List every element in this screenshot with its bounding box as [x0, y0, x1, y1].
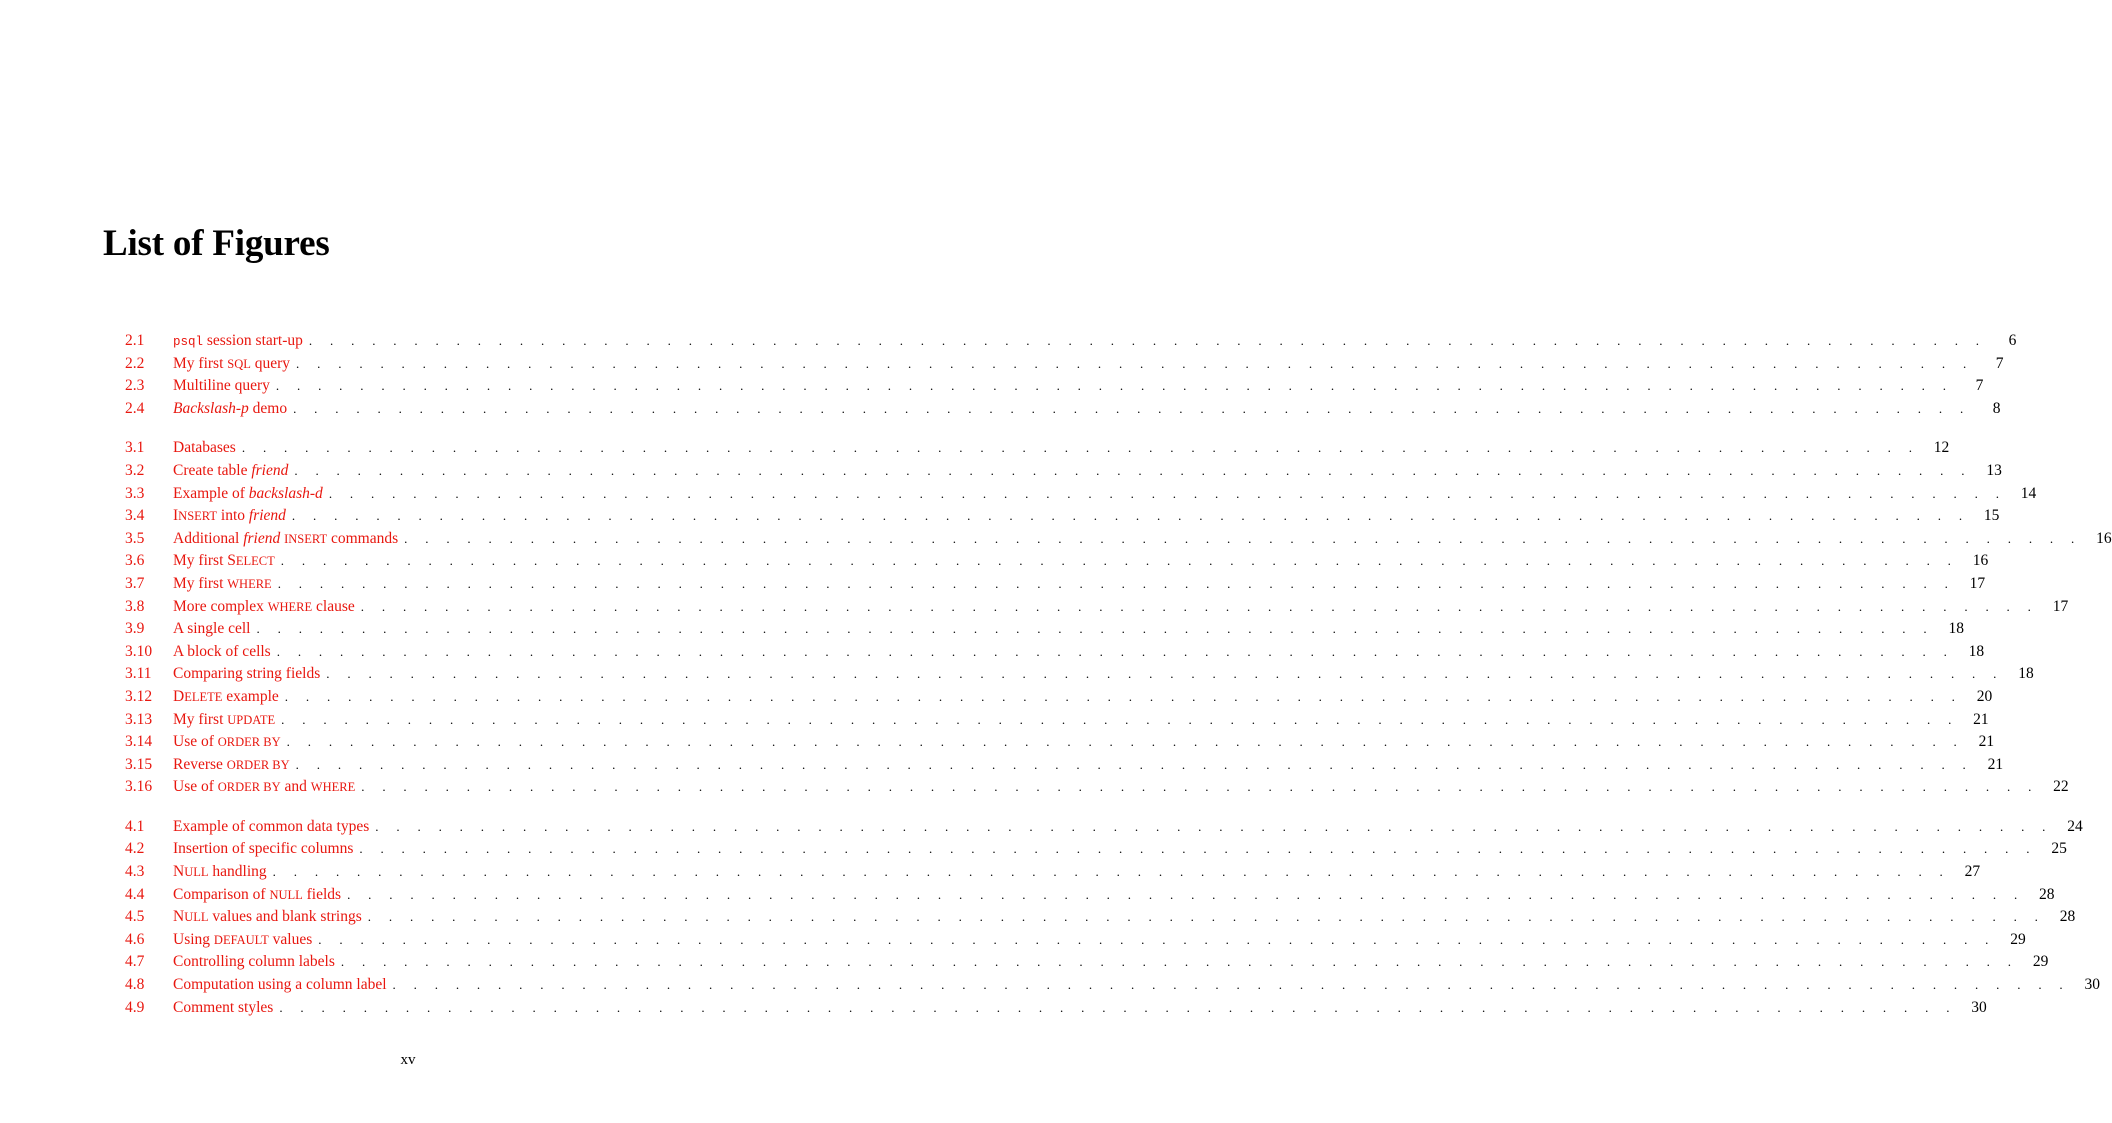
- figure-entry[interactable]: [125, 641, 1985, 664]
- figure-entry[interactable]: [125, 375, 1984, 398]
- dot-leader: . . . . . . . . . . . . . . . . . . . . . . . . . . . . . . . . . . . . . . . . . . . . . . . . . . . . . . . . . . . . . . . . . . . . . . . . . . . . . . . .: [279, 999, 1957, 1015]
- dot-leader: . . . . . . . . . . . . . . . . . . . . . . . . . . . . . . . . . . . . . . . . . . . . . . . . . . . . . . . . . . . . . . . . . . . . . . . . . . . . . . . .: [272, 864, 1951, 880]
- dot-leader: . . . . . . . . . . . . . . . . . . . . . . . . . . . . . . . . . . . . . . . . . . . . . . . . . . . . . . . . . . . . . . . . . . . . . . . . . . . . . . . .: [326, 666, 2004, 682]
- figure-title-segment: Databases: [173, 439, 236, 457]
- figure-title-segment: N: [173, 863, 185, 881]
- figure-entry[interactable]: [125, 550, 1989, 573]
- figure-title-segment: A block of cells: [173, 642, 271, 660]
- figure-number[interactable]: 3.6: [125, 552, 145, 570]
- figure-title-link[interactable]: [173, 838, 359, 861]
- figure-number[interactable]: 3.8: [125, 597, 145, 615]
- figure-number[interactable]: 3.10: [125, 642, 153, 660]
- figure-title-link[interactable]: [173, 505, 292, 528]
- figure-page-number: 25: [2051, 840, 2067, 858]
- figure-number[interactable]: 4.9: [125, 998, 145, 1016]
- figure-number[interactable]: 4.1: [125, 817, 145, 835]
- figure-entry[interactable]: [125, 505, 2000, 528]
- figure-page-number: 30: [2084, 976, 2100, 994]
- figure-title-segment: NSERT: [178, 509, 218, 524]
- figure-title-link[interactable]: [173, 974, 393, 997]
- figure-number[interactable]: 4.2: [125, 840, 145, 858]
- figure-title-segment: values and blank strings: [208, 908, 362, 926]
- dot-leader: . . . . . . . . . . . . . . . . . . . . . . . . . . . . . . . . . . . . . . . . . . . . . . . . . . . . . . . . . . . . . . . . . . . . . . . . . . . . . . . .: [392, 977, 2070, 993]
- figure-entry[interactable]: [125, 528, 2112, 551]
- figure-entry[interactable]: [125, 816, 2083, 839]
- figure-page-number: 18: [2018, 665, 2034, 683]
- figure-title-link[interactable]: [173, 641, 277, 664]
- figure-group: [125, 437, 2112, 799]
- figure-entry[interactable]: [125, 596, 2069, 619]
- figure-title-segment: friend: [248, 507, 286, 525]
- figure-number[interactable]: 4.3: [125, 863, 145, 881]
- page-title: List of Figures: [103, 223, 330, 264]
- figure-entry[interactable]: [125, 776, 2069, 799]
- dot-leader: . . . . . . . . . . . . . . . . . . . . . . . . . . . . . . . . . . . . . . . . . . . . . . . . . . . . . . . . . . . . . . . . . . . . . . . . . . . . . . . .: [328, 485, 2007, 501]
- figure-entry[interactable]: [125, 686, 1993, 709]
- dot-leader: . . . . . . . . . . . . . . . . . . . . . . . . . . . . . . . . . . . . . . . . . . . . . . . . . . . . . . . . . . . . . . . . . . . . . . . . . . . . . . . .: [291, 508, 1970, 524]
- figure-title-segment: WHERE: [310, 780, 356, 795]
- figure-title-segment: friend: [251, 461, 289, 479]
- page-number: xv: [400, 1052, 416, 1068]
- figure-title-segment: fields: [302, 885, 342, 903]
- figure-title-segment: Comparing string fields: [173, 665, 321, 683]
- figure-entry[interactable]: [125, 861, 1981, 884]
- figure-page-number: 21: [1987, 755, 2004, 773]
- figure-title-segment: SQL: [227, 356, 251, 371]
- figure-title-link[interactable]: [173, 596, 361, 619]
- figure-page-number: 7: [1975, 377, 1984, 395]
- figure-number[interactable]: 4.4: [125, 885, 145, 903]
- figure-title-segment: UPDATE: [227, 712, 276, 727]
- figure-title-segment: and: [280, 778, 311, 796]
- figure-page-number: 17: [2052, 597, 2069, 615]
- figure-title-segment: Backslash-p: [173, 399, 249, 417]
- figure-number[interactable]: 4.5: [125, 908, 145, 926]
- figure-entry[interactable]: [125, 330, 2017, 353]
- figure-number[interactable]: 2.3: [125, 377, 145, 395]
- figure-title-segment: Multiline query: [173, 377, 270, 395]
- figure-entry[interactable]: [125, 573, 1986, 596]
- figure-title-segment: Comment styles: [173, 998, 274, 1016]
- figure-title-link[interactable]: [173, 398, 293, 421]
- figure-number[interactable]: 3.3: [125, 484, 145, 502]
- figure-page-number: 22: [2053, 778, 2069, 796]
- figure-title-link[interactable]: [173, 375, 276, 398]
- figure-title-link[interactable]: [173, 731, 287, 754]
- figure-title-link[interactable]: [173, 618, 257, 641]
- figure-page-number: 21: [1978, 733, 1995, 751]
- figure-title-segment: session start-up: [203, 332, 303, 349]
- figure-page-number: 21: [1973, 710, 1989, 728]
- figure-title-segment: Reverse: [173, 755, 227, 773]
- figure-number[interactable]: 3.14: [125, 733, 153, 751]
- figure-title-link[interactable]: [173, 861, 273, 884]
- figure-title-segment: More complex: [173, 597, 268, 615]
- dot-leader: . . . . . . . . . . . . . . . . . . . . . . . . . . . . . . . . . . . . . . . . . . . . . . . . . . . . . . . . . . . . . . . . . . . . . . . . . . . . . . . .: [275, 378, 1954, 394]
- figure-page-number: 16: [1972, 552, 1989, 570]
- figure-title-segment: Use of: [173, 733, 218, 751]
- figure-entry[interactable]: [125, 437, 1950, 460]
- figure-page-number: 17: [1969, 574, 1986, 592]
- figure-number[interactable]: 2.1: [125, 332, 145, 349]
- figure-title-segment: N: [173, 908, 185, 926]
- dot-leader: . . . . . . . . . . . . . . . . . . . . . . . . . . . . . . . . . . . . . . . . . . . . . . . . . . . . . . . . . . . . . . . . . . . . . . . . . . . . . . . .: [359, 841, 2037, 857]
- figure-title-segment: ULL: [184, 865, 209, 880]
- dot-leader: . . . . . . . . . . . . . . . . . . . . . . . . . . . . . . . . . . . . . . . . . . . . . . . . . . . . . . . . . . . . . . . . . . . . . . . . . . . . . . . .: [256, 621, 1934, 637]
- figure-page-number: 20: [1976, 687, 1993, 705]
- figure-title-segment: Use of: [173, 778, 218, 796]
- figure-title-link[interactable]: [173, 353, 296, 376]
- figure-title-segment: backslash-d: [248, 484, 323, 502]
- figure-entry[interactable]: [125, 618, 1964, 641]
- figure-number[interactable]: 3.7: [125, 574, 145, 592]
- dot-leader: . . . . . . . . . . . . . . . . . . . . . . . . . . . . . . . . . . . . . . . . . . . . . . . . . . . . . . . . . . . . . . . . . . . . . . . . . . . . . . . .: [286, 734, 1965, 750]
- figure-entry[interactable]: [125, 884, 2055, 907]
- figure-page-number: 16: [2096, 529, 2112, 547]
- figure-title-segment: ORDER BY: [226, 757, 290, 772]
- figure-page-number: 12: [1933, 439, 1950, 457]
- figure-title-segment: NULL: [269, 887, 303, 902]
- figure-number[interactable]: 3.15: [125, 755, 153, 773]
- figure-title-segment: Using: [173, 930, 214, 948]
- figure-title-segment: query: [250, 354, 291, 372]
- figure-title-link[interactable]: [173, 460, 294, 483]
- dot-leader: . . . . . . . . . . . . . . . . . . . . . . . . . . . . . . . . . . . . . . . . . . . . . . . . . . . . . . . . . . . . . . . . . . . . . . . . . . . . . . . .: [276, 643, 1955, 659]
- figure-entry[interactable]: [125, 929, 2026, 952]
- figure-number[interactable]: 3.5: [125, 529, 145, 547]
- dot-leader: . . . . . . . . . . . . . . . . . . . . . . . . . . . . . . . . . . . . . . . . . . . . . . . . . . . . . . . . . . . . . . . . . . . . . . . . . . . . . . . .: [308, 333, 1987, 348]
- figure-title-segment: A single cell: [173, 620, 251, 638]
- figure-page-number: 8: [1992, 399, 2001, 417]
- figure-entry[interactable]: [125, 974, 2100, 997]
- figure-page-number: 14: [2020, 484, 2037, 502]
- figure-entry[interactable]: [125, 731, 1995, 754]
- figure-title-segment: demo: [248, 399, 288, 417]
- figure-title-segment: WHERE: [227, 576, 272, 591]
- figure-group: [125, 330, 2017, 420]
- figure-title-segment: My first: [173, 710, 228, 728]
- dot-leader: . . . . . . . . . . . . . . . . . . . . . . . . . . . . . . . . . . . . . . . . . . . . . . . . . . . . . . . . . . . . . . . . . . . . . . . . . . . . . . . .: [294, 462, 1972, 478]
- figure-title-segment: I: [173, 507, 179, 525]
- figure-number[interactable]: 3.13: [125, 710, 153, 728]
- figure-group: [125, 816, 2100, 1019]
- figure-title-link[interactable]: [173, 951, 341, 974]
- figure-page-number: 24: [2067, 817, 2083, 835]
- dot-leader: . . . . . . . . . . . . . . . . . . . . . . . . . . . . . . . . . . . . . . . . . . . . . . . . . . . . . . . . . . . . . . . . . . . . . . . . . . . . . . . .: [347, 886, 2025, 902]
- figure-number[interactable]: 2.2: [125, 354, 145, 372]
- figure-page-number: 27: [1964, 863, 1981, 881]
- figure-entry[interactable]: [125, 663, 2034, 686]
- figure-title-link[interactable]: [173, 754, 296, 777]
- figure-title-segment: ELETE: [184, 689, 223, 704]
- figure-number[interactable]: 4.8: [125, 976, 145, 994]
- figure-title-segment: ORDER BY: [217, 780, 281, 795]
- figure-title-link[interactable]: [173, 929, 318, 952]
- figure-number[interactable]: 3.1: [125, 439, 145, 457]
- figure-page-number: 29: [2032, 953, 2049, 971]
- figure-title-segment: My first: [173, 574, 228, 592]
- dot-leader: . . . . . . . . . . . . . . . . . . . . . . . . . . . . . . . . . . . . . . . . . . . . . . . . . . . . . . . . . . . . . . . . . . . . . . . . . . . . . . . .: [280, 553, 1959, 569]
- figure-title-segment: Computation using a column label: [173, 976, 387, 994]
- figure-page-number: 15: [1983, 507, 2000, 525]
- figure-page-number: 18: [1968, 642, 1985, 660]
- figure-entry[interactable]: [125, 709, 1989, 732]
- figure-title-segment: ULL: [184, 910, 209, 925]
- figure-page-number: 29: [2010, 930, 2026, 948]
- figure-entry[interactable]: [125, 460, 2002, 483]
- figure-number[interactable]: 3.12: [125, 687, 153, 705]
- figure-page-number: 28: [2039, 885, 2055, 903]
- figure-title-link[interactable]: [173, 709, 281, 732]
- figure-entry[interactable]: [125, 906, 2076, 929]
- figure-title-link[interactable]: [173, 330, 309, 354]
- figure-number[interactable]: 3.11: [125, 665, 152, 683]
- dot-leader: . . . . . . . . . . . . . . . . . . . . . . . . . . . . . . . . . . . . . . . . . . . . . . . . . . . . . . . . . . . . . . . . . . . . . . . . . . . . . . . .: [295, 756, 1974, 772]
- figure-title-segment: My first S: [173, 552, 236, 570]
- figure-entry[interactable]: [125, 997, 1987, 1020]
- figure-title-segment: Example of: [173, 484, 249, 502]
- figure-title-segment: D: [173, 687, 185, 705]
- dot-leader: . . . . . . . . . . . . . . . . . . . . . . . . . . . . . . . . . . . . . . . . . . . . . . . . . . . . . . . . . . . . . . . . . . . . . . . . . . . . . . . .: [361, 779, 2039, 795]
- figure-title-segment: commands: [327, 529, 399, 547]
- figure-title-segment: Insertion of specific columns: [173, 840, 354, 858]
- figure-title-segment: INSERT: [284, 531, 328, 546]
- figure-title-link[interactable]: [173, 816, 375, 839]
- figure-title-link[interactable]: [173, 550, 281, 573]
- dot-leader: . . . . . . . . . . . . . . . . . . . . . . . . . . . . . . . . . . . . . . . . . . . . . . . . . . . . . . . . . . . . . . . . . . . . . . . . . . . . . . . .: [340, 954, 2019, 970]
- list-of-figures: [125, 330, 2112, 1036]
- figure-page-number: 30: [1971, 998, 1987, 1016]
- figure-title-segment: Comparison of: [173, 885, 270, 903]
- figure-entry[interactable]: [125, 951, 2049, 974]
- dot-leader: . . . . . . . . . . . . . . . . . . . . . . . . . . . . . . . . . . . . . . . . . . . . . . . . . . . . . . . . . . . . . . . . . . . . . . . . . . . . . . . .: [277, 575, 1956, 591]
- figure-title-link[interactable]: [173, 997, 279, 1020]
- figure-page-number: 18: [1948, 620, 1964, 638]
- figure-title-segment: values: [268, 930, 313, 948]
- figure-title-link[interactable]: [173, 483, 329, 506]
- figure-title-segment: example: [222, 687, 279, 705]
- figure-title-segment: handling: [208, 863, 267, 881]
- figure-entry[interactable]: [125, 483, 2037, 506]
- dot-leader: . . . . . . . . . . . . . . . . . . . . . . . . . . . . . . . . . . . . . . . . . . . . . . . . . . . . . . . . . . . . . . . . . . . . . . . . . . . . . . . .: [281, 711, 1959, 727]
- figure-title-link[interactable]: [173, 437, 242, 460]
- dot-leader: . . . . . . . . . . . . . . . . . . . . . . . . . . . . . . . . . . . . . . . . . . . . . . . . . . . . . . . . . . . . . . . . . . . . . . . . . . . . . . . .: [296, 355, 1974, 371]
- figure-title-link[interactable]: [173, 573, 278, 596]
- figure-number[interactable]: 3.16: [125, 778, 153, 796]
- figure-title-segment: ELECT: [235, 554, 275, 569]
- figure-title-segment: clause: [312, 597, 355, 615]
- figure-number[interactable]: 4.7: [125, 953, 145, 971]
- figure-title-segment: My first: [173, 354, 228, 372]
- dot-leader: . . . . . . . . . . . . . . . . . . . . . . . . . . . . . . . . . . . . . . . . . . . . . . . . . . . . . . . . . . . . . . . . . . . . . . . . . . . . . . . .: [284, 688, 1963, 704]
- figure-title-segment: friend: [243, 529, 281, 547]
- figure-title-segment: Example of common data types: [173, 817, 370, 835]
- dot-leader: . . . . . . . . . . . . . . . . . . . . . . . . . . . . . . . . . . . . . . . . . . . . . . . . . . . . . . . . . . . . . . . . . . . . . . . . . . . . . . . .: [293, 400, 1971, 416]
- figure-title-segment: into: [217, 507, 249, 525]
- dot-leader: . . . . . . . . . . . . . . . . . . . . . . . . . . . . . . . . . . . . . . . . . . . . . . . . . . . . . . . . . . . . . . . . . . . . . . . . . . . . . . . .: [241, 440, 1920, 456]
- figure-entry[interactable]: [125, 838, 2067, 861]
- figure-entry[interactable]: [125, 398, 2001, 421]
- figure-page-number: 13: [1986, 461, 2002, 479]
- figure-number[interactable]: 3.4: [125, 507, 145, 525]
- dot-leader: . . . . . . . . . . . . . . . . . . . . . . . . . . . . . . . . . . . . . . . . . . . . . . . . . . . . . . . . . . . . . . . . . . . . . . . . . . . . . . . .: [404, 530, 2082, 546]
- figure-number[interactable]: 2.4: [125, 399, 145, 417]
- figure-title-link[interactable]: [173, 776, 361, 799]
- dot-leader: . . . . . . . . . . . . . . . . . . . . . . . . . . . . . . . . . . . . . . . . . . . . . . . . . . . . . . . . . . . . . . . . . . . . . . . . . . . . . . . .: [375, 818, 2053, 834]
- figure-number[interactable]: 3.9: [125, 620, 145, 638]
- figure-title-segment: DEFAULT: [213, 932, 269, 947]
- dot-leader: . . . . . . . . . . . . . . . . . . . . . . . . . . . . . . . . . . . . . . . . . . . . . . . . . . . . . . . . . . . . . . . . . . . . . . . . . . . . . . . .: [367, 909, 2046, 925]
- figure-title-segment: psql: [173, 335, 204, 349]
- figure-entry[interactable]: [125, 353, 2004, 376]
- figure-title-link[interactable]: [173, 906, 368, 929]
- figure-title-link[interactable]: [173, 686, 285, 709]
- figure-title-segment: Controlling column labels: [173, 953, 335, 971]
- figure-title-link[interactable]: [173, 884, 347, 907]
- figure-title-segment: Additional: [173, 529, 244, 547]
- dot-leader: . . . . . . . . . . . . . . . . . . . . . . . . . . . . . . . . . . . . . . . . . . . . . . . . . . . . . . . . . . . . . . . . . . . . . . . . . . . . . . . .: [318, 931, 1996, 947]
- figure-title-segment: ORDER BY: [217, 735, 281, 750]
- figure-number[interactable]: 3.2: [125, 461, 145, 479]
- figure-entry[interactable]: [125, 754, 2004, 777]
- figure-page-number: 6: [2008, 332, 2017, 349]
- figure-title-segment: Create table: [173, 461, 252, 479]
- figure-title-link[interactable]: [173, 663, 326, 686]
- dot-leader: . . . . . . . . . . . . . . . . . . . . . . . . . . . . . . . . . . . . . . . . . . . . . . . . . . . . . . . . . . . . . . . . . . . . . . . . . . . . . . . .: [360, 598, 2039, 614]
- figure-title-segment: WHERE: [267, 599, 313, 614]
- figure-title-link[interactable]: [173, 528, 404, 551]
- figure-number[interactable]: 4.6: [125, 930, 145, 948]
- figure-page-number: 7: [1995, 354, 2004, 372]
- figure-page-number: 28: [2059, 908, 2076, 926]
